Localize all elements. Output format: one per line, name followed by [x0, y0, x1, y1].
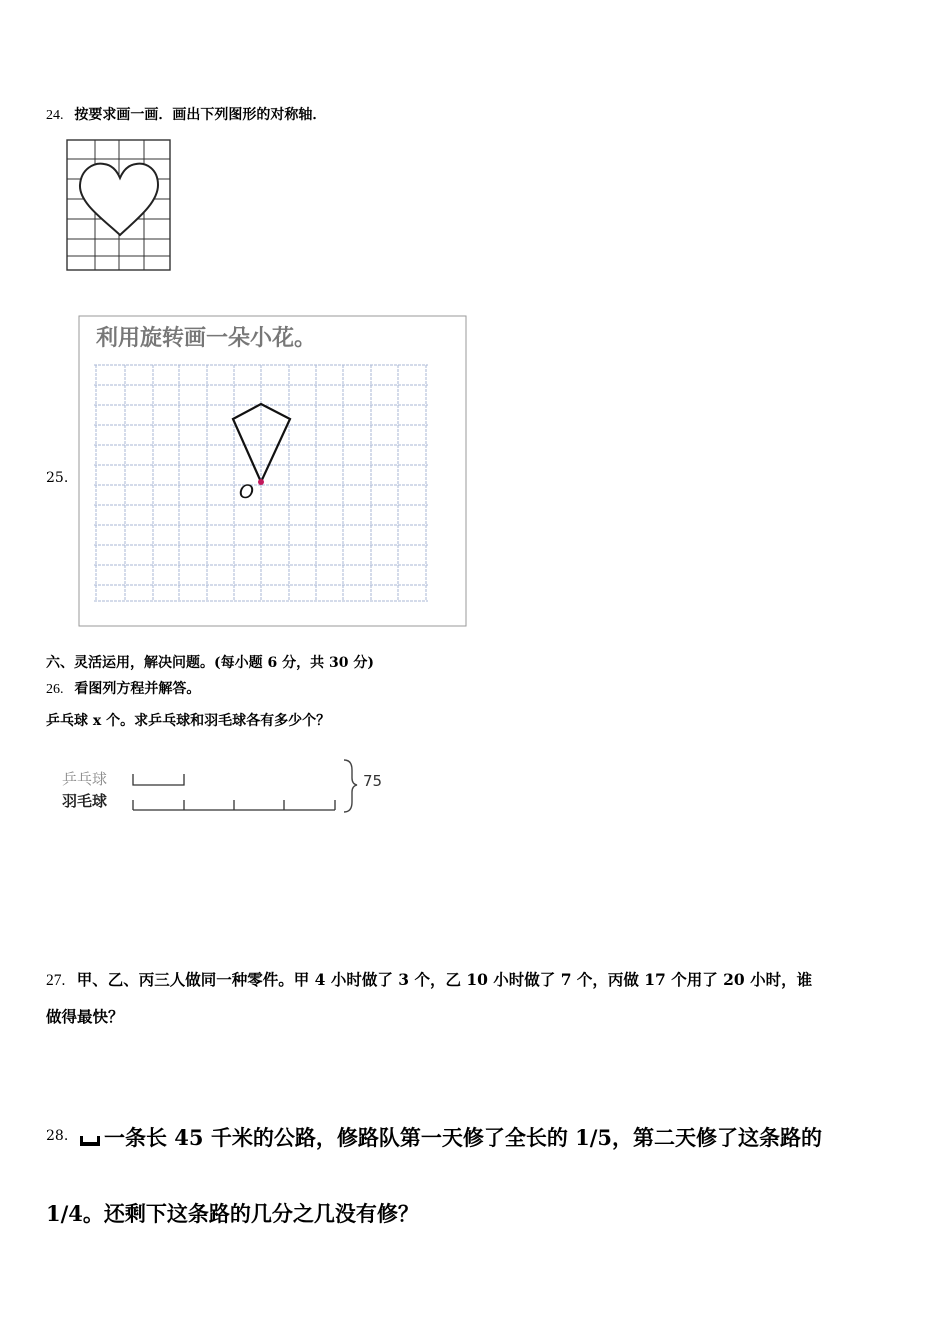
blank-box-icon: [80, 1136, 100, 1146]
right-brace-icon: [344, 760, 357, 812]
question-text: 甲、乙、丙三人做同一种零件。甲 4 小时做了 3 个，乙 10 小时做了 7 个，丙做 17 个用了 20 小时，谁: [76, 970, 813, 989]
heart-icon: [80, 164, 158, 235]
question-text: 按要求画一画．画出下列图形的对称轴．: [74, 107, 327, 123]
label-pingpong: 乒乓球: [62, 770, 108, 788]
pingpong-segment: [133, 774, 184, 785]
question-number: 26.: [46, 682, 64, 697]
rotation-grid-figure: [78, 315, 468, 628]
question-text: 看图列方程并解答。: [74, 681, 201, 697]
question-24: [46, 104, 326, 124]
heart-grid-figure: [64, 138, 174, 274]
question-28-line2: 1/4。还剩下这条路的几分之几没有修？: [46, 1201, 419, 1226]
label-badminton: 羽毛球: [62, 792, 108, 810]
question-27-line1: [46, 968, 812, 990]
question-26: [46, 678, 200, 698]
question-number: 24.: [46, 108, 64, 123]
question-28-number: 28.: [46, 1128, 69, 1144]
question-25-number: 25.: [46, 470, 69, 486]
figure-title: 利用旋转画一朵小花。: [96, 326, 317, 351]
question-number: 27.: [46, 972, 66, 989]
question-27-line2: 做得最快？: [46, 1007, 124, 1026]
rotation-center-point: [258, 479, 264, 485]
total-label: 75: [363, 772, 383, 790]
question-28-line1: 一条长 45 千米的公路，修路队第一天修了全长的 1/5，第二天修了这条路的: [104, 1125, 823, 1150]
question-26-subtext: 乒乓球 x 个。求乒乓球和羽毛球各有多少个？: [46, 713, 331, 729]
section-6-heading: 六、灵活运用，解决问题。(每小题 6 分，共 30 分): [46, 655, 374, 671]
line-segment-diagram: [56, 754, 396, 818]
point-label: O: [239, 481, 254, 503]
